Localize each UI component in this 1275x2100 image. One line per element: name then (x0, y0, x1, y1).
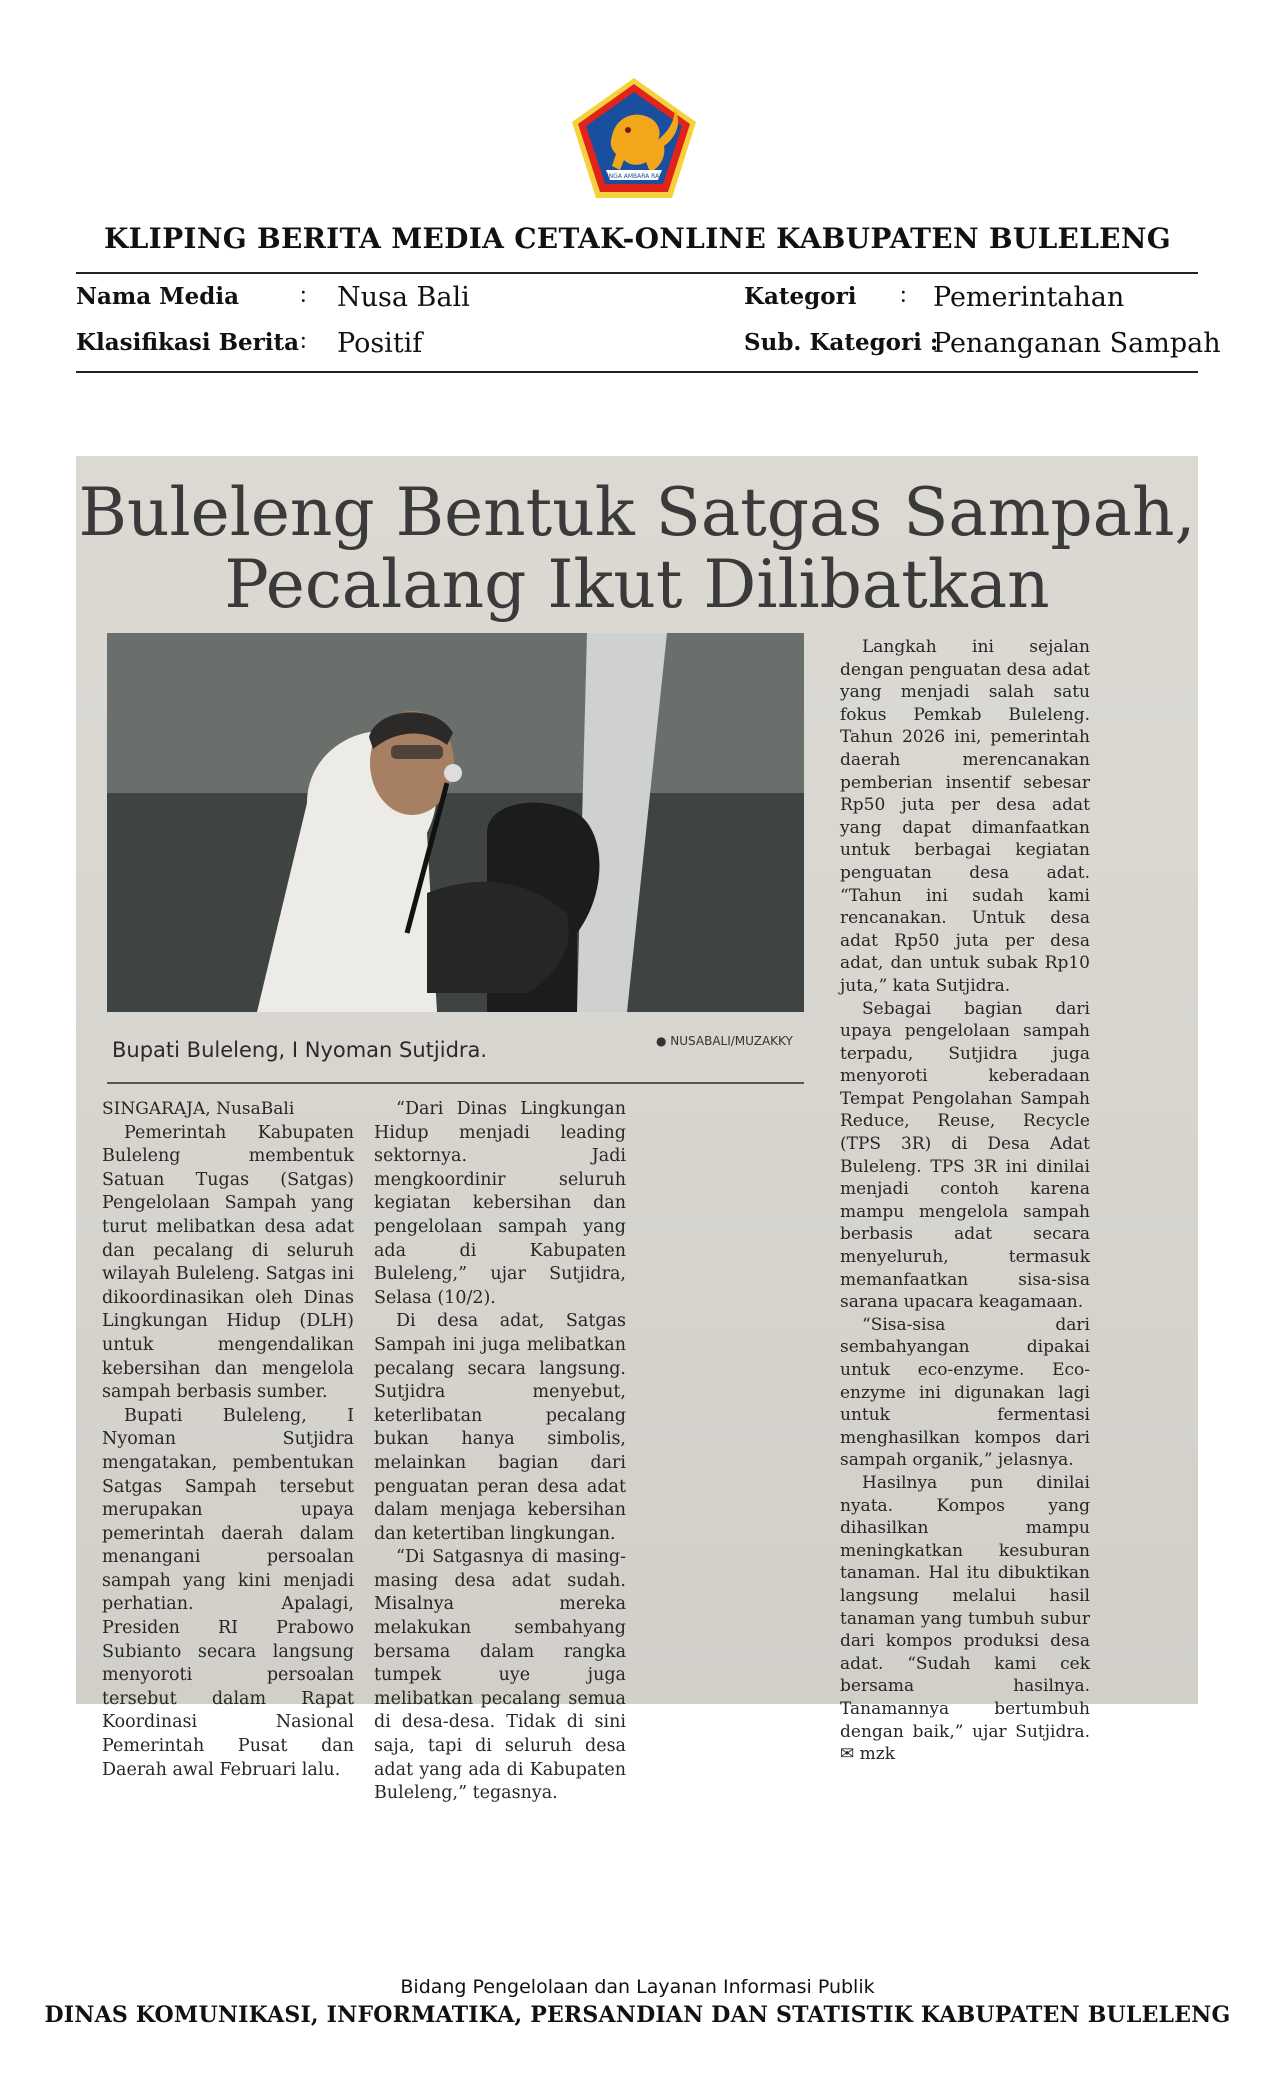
paragraph: Pemerintah Kabupaten Buleleng membentuk Satuan Tugas (Satgas) Pengelolaan Sampah yang turut melibatkan desa adat dan pecalang di seluruh wilayah Buleleng. Satgas ini dikoordinasikan oleh Dinas Lingkungan Hidup (DLH) untuk mengendalikan kebersihan dan mengelola sampah berbasis sumber. (102, 1122, 354, 1403)
media-label: Nama Media (76, 283, 239, 310)
klasifikasi-value: Positif (337, 328, 423, 359)
headline-line-2: Pecalang Ikut Dilibatkan (224, 546, 1050, 623)
photo-credit: ● NUSABALI/MUZAKKY (656, 1034, 793, 1048)
paragraph: “Di Satgasnya di masing-masing desa adat sudah. Misalnya mereka melakukan sembahyang bersama dalam rangka tumpek uye juga melibatkan pecalang semua di desa-desa. Tidak di sini saja, tapi di seluruh desa adat yang ada di Kabupaten Buleleng,” tegasnya. (374, 1547, 626, 1804)
caption-divider (107, 1082, 804, 1084)
footer-agency: DINAS KOMUNIKASI, INFORMATIKA, PERSANDIAN DAN STATISTIK KABUPATEN BULELENG (44, 2002, 1231, 2028)
subkategori-value: Penanganan Sampah (933, 328, 1221, 359)
subkategori-label: Sub. Kategori : (744, 329, 939, 356)
headline-line-1: Buleleng Bentuk Satgas Sampah, (78, 474, 1196, 551)
dateline: SINGARAJA, NusaBali (102, 1099, 295, 1119)
klasifikasi-label: Klasifikasi Berita (76, 329, 300, 356)
paragraph: “Dari Dinas Lingkungan Hidup menjadi leading sektornya. Jadi mengkoordinir seluruh kegiatan kebersihan dan pengelolaan sampah yang ada di Kabupaten Buleleng,” ujar Sutjidra, Selasa (10/2). (374, 1099, 626, 1308)
paragraph: Langkah ini sejalan dengan penguatan desa adat yang menjadi salah satu fokus Pemkab Buleleng. Tahun 2026 ini, pemerintah daerah merencanakan pemberian insentif sebesar Rp50 juta per desa adat yang dapat dimanfaatkan untuk berbagai kegiatan penguatan desa adat. “Tahun ini sudah kami rencanakan. Untuk desa adat Rp50 juta per desa adat, dan untuk subak Rp10 juta,” kata Sutjidra. (840, 637, 1090, 996)
paragraph: Di desa adat, Satgas Sampah ini juga melibatkan pecalang secara langsung. Sutjidra menyebut, keterlibatan pecalang bukan hanya simbolis, melainkan bagian dari penguatan peran desa adat dalam menjaga kebersihan dan ketertiban lingkungan. (374, 1311, 626, 1544)
document-title: KLIPING BERITA MEDIA CETAK-ONLINE KABUPATEN BULELENG (104, 222, 1171, 255)
photo-caption: Bupati Buleleng, I Nyoman Sutjidra. (112, 1038, 488, 1062)
colon: : (900, 282, 907, 308)
kategori-value: Pemerintahan (933, 282, 1125, 313)
footer-unit: Bidang Pengelolaan dan Layanan Informasi Publik (400, 1976, 875, 1998)
buleleng-emblem-icon (566, 74, 702, 202)
meta-divider (76, 371, 1198, 373)
news-clipping (76, 456, 1198, 1804)
colon: : (300, 282, 307, 308)
article-photo (107, 633, 804, 1012)
kategori-label: Kategori (744, 283, 857, 310)
paragraph: Hasilnya pun dinilai nyata. Kompos yang dihasilkan mampu meningkatkan kesuburan tanaman. Hal itu dibuktikan langsung melalui hasil tanaman yang tumbuh subur dari kompos produksi desa adat. “Sudah kami cek bersama hasilnya. Tanamannya bertumbuh dengan baik,” ujar Sutjidra. ✉ mzk (840, 1472, 1090, 1765)
header-divider (76, 272, 1198, 274)
article-column-2 (374, 1098, 626, 1806)
paragraph: Sebagai bagian dari upaya pengelolaan sampah terpadu, Sutjidra juga menyoroti keberadaan Tempat Pengolahan Sampah Reduce, Reuse, Recycle (TPS 3R) di Desa Adat Buleleng. TPS 3R ini dinilai menjadi contoh karena mampu mengelola sampah berbasis adat secara menyeluruh, termasuk memanfaatkan sisa-sisa sarana upacara keagamaan. (840, 998, 1090, 1313)
article-column-1 (102, 1098, 354, 1782)
article-column-3 (840, 636, 1090, 1766)
paragraph: “Sisa-sisa dari sembahyangan dipakai untuk eco-enzyme. Eco-enzyme ini digunakan lagi untuk fermentasi menghasilkan kompos dari sampah organik,” jelasnya. (840, 1314, 1090, 1471)
emblem-motto: SINGA AMBARA RAJA (603, 173, 665, 180)
paragraph: Bupati Buleleng, I Nyoman Sutjidra mengatakan, pembentukan Satgas Sampah tersebut merupakan upaya pemerintah daerah dalam menangani persoalan sampah yang kini menjadi perhatian. Apalagi, Presiden RI Prabowo Subianto secara langsung menyoroti persoalan tersebut dalam Rapat Koordinasi Nasional Pemerintah Pusat dan Daerah awal Februari lalu. (102, 1405, 354, 1780)
colon: : (300, 328, 307, 354)
media-value: Nusa Bali (337, 282, 470, 313)
